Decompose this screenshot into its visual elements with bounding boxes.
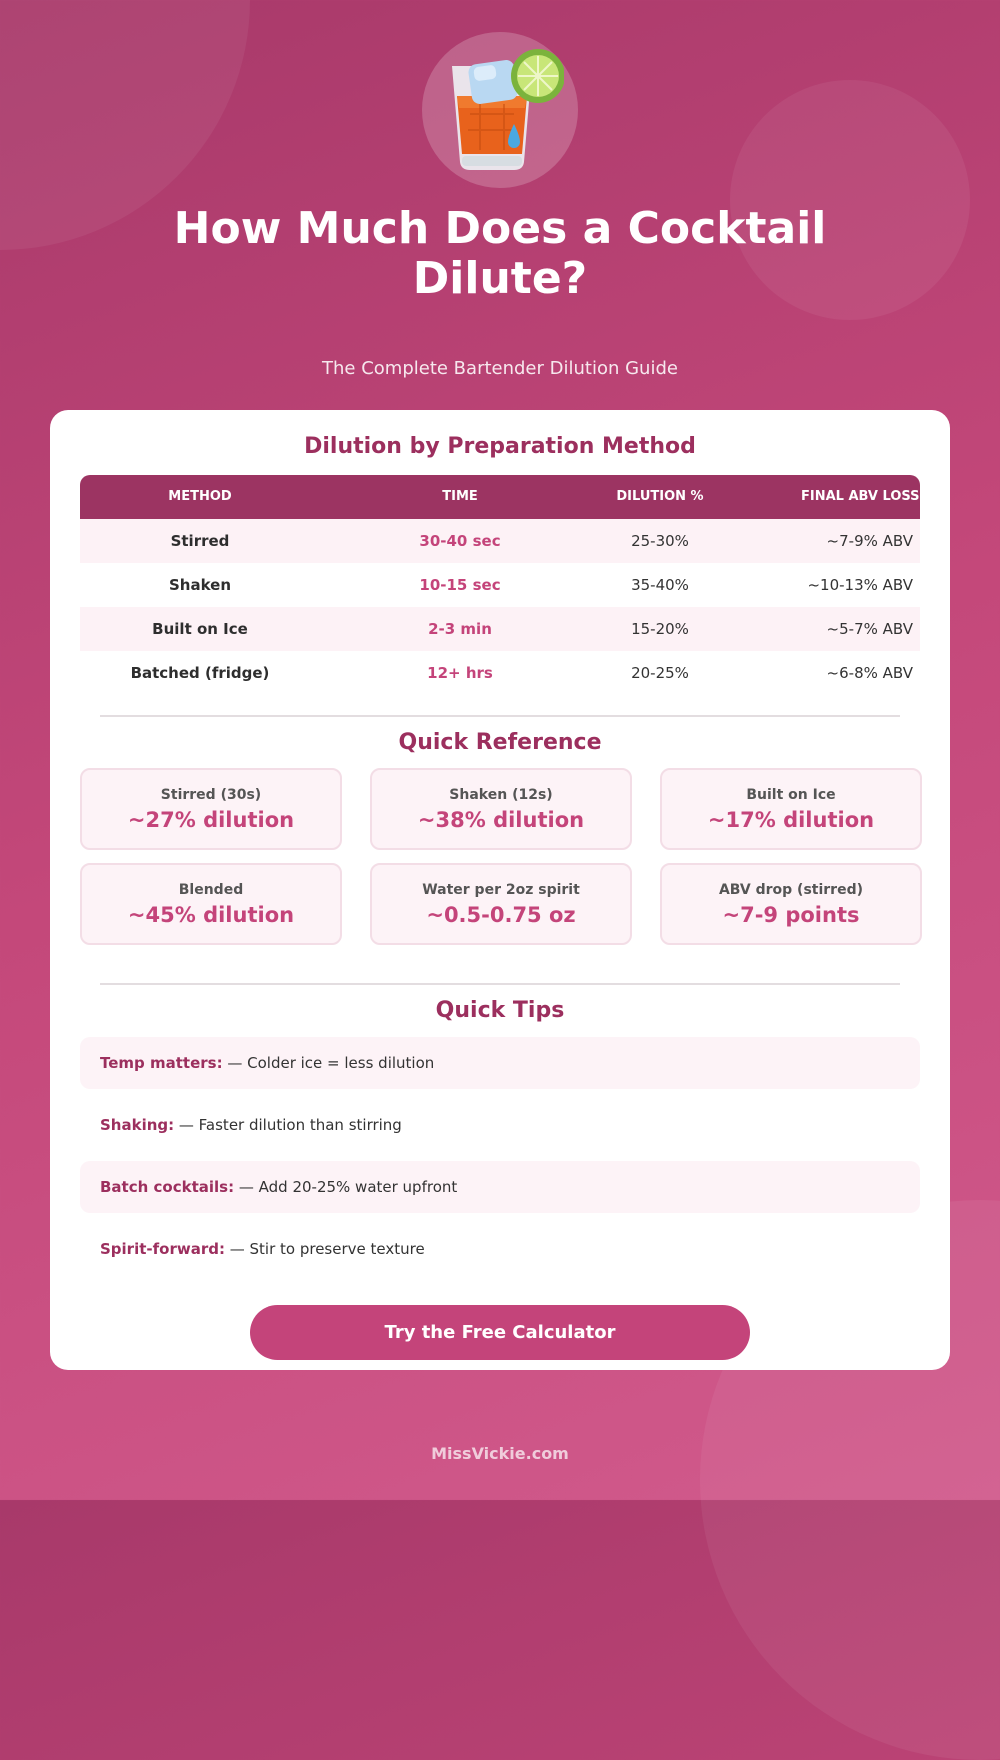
section-divider bbox=[100, 983, 900, 985]
reference-label: Blended bbox=[178, 882, 244, 898]
cell-abv-loss: ~6-8% ABV bbox=[826, 664, 913, 682]
cell-time: 2-3 min bbox=[428, 620, 492, 638]
quick-reference-title: Quick Reference bbox=[398, 730, 602, 755]
cell-method: Stirred bbox=[170, 532, 230, 550]
reference-card bbox=[80, 768, 342, 850]
cell-dilution: 20-25% bbox=[631, 664, 689, 682]
cell-method: Batched (fridge) bbox=[130, 664, 270, 682]
guide-card bbox=[50, 410, 950, 1370]
reference-value: ~7-9 points bbox=[722, 903, 860, 927]
section-divider bbox=[100, 715, 900, 717]
cell-abv-loss: ~10-13% ABV bbox=[807, 576, 913, 594]
table-row bbox=[80, 563, 920, 607]
tip-key: Temp matters: bbox=[100, 1054, 223, 1072]
reference-card bbox=[80, 863, 342, 945]
reference-value: ~27% dilution bbox=[127, 808, 295, 832]
cell-time: 10-15 sec bbox=[419, 576, 501, 594]
cocktail-glass-icon bbox=[444, 44, 564, 174]
reference-card bbox=[370, 863, 632, 945]
reference-value: ~0.5-0.75 oz bbox=[426, 903, 576, 927]
cell-dilution: 25-30% bbox=[631, 532, 689, 550]
tip-item bbox=[80, 1161, 920, 1213]
tip-key: Shaking: bbox=[100, 1116, 175, 1134]
dilution-table bbox=[80, 475, 920, 695]
hero-badge bbox=[422, 32, 578, 188]
column-header-time: TIME bbox=[442, 489, 478, 504]
reference-label: Stirred (30s) bbox=[160, 787, 262, 803]
table-row bbox=[80, 607, 920, 651]
column-header-abv-loss: FINAL ABV LOSS bbox=[801, 489, 920, 504]
column-header-method: METHOD bbox=[168, 489, 232, 504]
tip-text: — Add 20-25% water upfront bbox=[234, 1178, 458, 1196]
tip-item bbox=[80, 1037, 920, 1089]
cell-abv-loss: ~5-7% ABV bbox=[826, 620, 913, 638]
column-header-dilution: DILUTION % bbox=[616, 489, 704, 504]
reference-value: ~38% dilution bbox=[417, 808, 585, 832]
quick-tips-title: Quick Tips bbox=[435, 998, 565, 1023]
tip-text: — Colder ice = less dilution bbox=[222, 1054, 435, 1072]
reference-label: Water per 2oz spirit bbox=[422, 882, 580, 898]
reference-card bbox=[660, 768, 922, 850]
table-row bbox=[80, 519, 920, 563]
page-subtitle: The Complete Bartender Dilution Guide bbox=[322, 358, 678, 379]
try-calculator-button[interactable]: Try the Free Calculator bbox=[250, 1305, 750, 1360]
tip-key: Spirit-forward: bbox=[100, 1240, 225, 1258]
reference-label: Shaken (12s) bbox=[449, 787, 553, 803]
reference-card bbox=[660, 863, 922, 945]
table-header bbox=[80, 475, 920, 519]
cell-method: Shaken bbox=[168, 576, 232, 594]
reference-card bbox=[370, 768, 632, 850]
cell-method: Built on Ice bbox=[152, 620, 248, 638]
method-table-title: Dilution by Preparation Method bbox=[304, 434, 696, 459]
cell-dilution: 15-20% bbox=[631, 620, 689, 638]
table-row bbox=[80, 651, 920, 695]
tip-item bbox=[80, 1099, 920, 1151]
reference-value: ~17% dilution bbox=[707, 808, 875, 832]
cell-abv-loss: ~7-9% ABV bbox=[826, 532, 913, 550]
footer-brand[interactable]: MissVickie.com bbox=[431, 1444, 569, 1463]
cell-dilution: 35-40% bbox=[631, 576, 689, 594]
reference-label: Built on Ice bbox=[746, 787, 836, 803]
tip-key: Batch cocktails: bbox=[100, 1178, 235, 1196]
reference-value: ~45% dilution bbox=[127, 903, 295, 927]
reference-label: ABV drop (stirred) bbox=[718, 882, 864, 898]
tip-text: — Stir to preserve texture bbox=[224, 1240, 425, 1258]
tip-item bbox=[80, 1223, 920, 1275]
cell-time: 30-40 sec bbox=[419, 532, 501, 550]
page-title: How Much Does a Cocktail Dilute? bbox=[173, 203, 827, 304]
cell-time: 12+ hrs bbox=[427, 664, 493, 682]
tip-text: — Faster dilution than stirring bbox=[174, 1116, 402, 1134]
